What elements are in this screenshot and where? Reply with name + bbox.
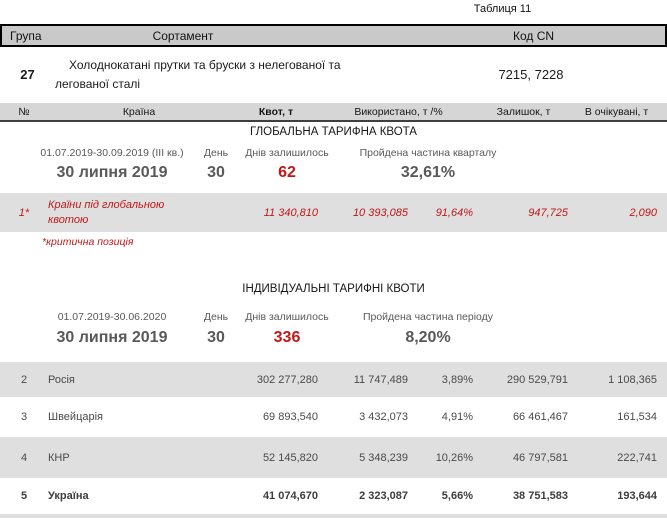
individual-days-left-value: 336 (273, 329, 301, 346)
product-header-row (0, 24, 667, 47)
col-num-label: № (18, 105, 30, 118)
row-used: 3 432,073 (359, 411, 408, 423)
global-progress-value: 32,61% (400, 164, 456, 181)
global-row-expected: 2,090 (629, 206, 657, 219)
critical-position-footnote: *критична позиція (42, 236, 134, 248)
product-cn-codes: 7215, 7228 (498, 67, 564, 82)
row-country: КНР (48, 451, 70, 464)
quota-columns-header (0, 103, 667, 122)
global-row-name: Країни під глобальною квотою (48, 198, 165, 226)
row-num: 2 (20, 373, 28, 386)
global-current-date: 30 липня 2019 (56, 164, 168, 181)
table-row-ukraine (0, 478, 667, 514)
global-day-label: День (203, 147, 229, 159)
row-expected: 222,741 (617, 451, 657, 464)
table-row-china (0, 437, 667, 478)
row-used-pct: 4,91% (441, 411, 473, 423)
global-quota-title: ГЛОБАЛЬНА ТАРИФНА КВОТА (250, 126, 417, 138)
global-progress-label: Пройдена частина кварталу (359, 147, 497, 159)
row-quota: 69 893,540 (262, 411, 318, 423)
group-column-label: Група (10, 28, 42, 43)
row-used-pct: 10,26% (435, 451, 473, 464)
individual-period-values (30, 329, 550, 347)
row-expected: 161,534 (617, 411, 657, 423)
table-caption: Таблиця 11 (473, 3, 532, 15)
product-row (0, 47, 667, 102)
col-expected-label: В очікувані, т (584, 105, 649, 118)
row-used-pct: 3,89% (441, 373, 473, 386)
row-quota: 302 277,280 (256, 373, 318, 386)
individual-quota-title: ІНДИВІДУАЛЬНІ ТАРИФНІ КВОТИ (242, 283, 425, 295)
row-num: 5 (20, 490, 28, 502)
global-days-left-value: 62 (278, 164, 296, 181)
individual-period-labels (30, 311, 550, 323)
row-remaining: 66 461,467 (512, 411, 568, 423)
row-remaining: 38 751,583 (512, 490, 568, 502)
assortment-column-label: Сортамент (152, 28, 214, 43)
row-num: 4 (20, 451, 28, 464)
row-expected: 193,644 (617, 490, 657, 502)
global-row-used: 10 393,085 (352, 206, 408, 219)
next-row-edge (0, 514, 667, 518)
row-expected: 1 108,365 (608, 373, 657, 386)
row-used-pct: 5,66% (441, 490, 473, 502)
global-days-left-label: Днів залишилось (245, 147, 329, 159)
individual-days-left-label: Днів залишилось (245, 311, 329, 323)
col-used-label: Використано, т /% (354, 105, 443, 118)
row-country: Швейцарія (48, 411, 103, 423)
global-period-labels (30, 147, 550, 159)
global-day-value: 30 (207, 164, 225, 181)
individual-progress-value: 8,20% (405, 329, 451, 346)
individual-day-label: День (203, 311, 229, 323)
global-row-num: 1* (18, 206, 30, 219)
global-row-used-pct: 91,64% (435, 206, 473, 219)
row-remaining: 46 797,581 (512, 451, 568, 464)
row-used: 11 747,489 (353, 373, 408, 386)
product-group-number: 27 (20, 67, 35, 82)
row-used: 2 323,087 (359, 490, 408, 502)
row-remaining: 290 529,791 (506, 373, 568, 386)
table-row-switzerland (0, 397, 667, 437)
individual-day-value: 30 (207, 329, 225, 346)
row-country: Україна (48, 490, 89, 502)
individual-progress-label: Пройдена частина періоду (362, 311, 494, 323)
row-country: Росія (48, 373, 75, 386)
individual-period-range: 01.07.2019-30.06.2020 (57, 311, 167, 323)
global-quota-row (0, 193, 667, 232)
table-row-russia (0, 362, 667, 397)
product-name: Холоднокатані прутки та бруски з нелегованої та легованої сталі (55, 57, 341, 91)
global-row-quota: 11 340,810 (263, 206, 318, 219)
row-quota: 41 074,670 (262, 490, 318, 502)
global-period-values (30, 164, 550, 182)
row-num: 3 (20, 411, 28, 423)
global-period-range: 01.07.2019-30.09.2019 (III кв.) (40, 147, 184, 159)
col-remaining-label: Залишок, т (496, 105, 551, 118)
cn-code-column-label: Код CN (512, 28, 555, 43)
row-used: 5 348,239 (359, 451, 408, 464)
col-country-label: Країна (122, 105, 156, 118)
global-row-remaining: 947,725 (528, 206, 568, 219)
row-quota: 52 145,820 (262, 451, 318, 464)
individual-current-date: 30 липня 2019 (56, 329, 168, 346)
col-quota-label: Квот, т (258, 105, 294, 118)
